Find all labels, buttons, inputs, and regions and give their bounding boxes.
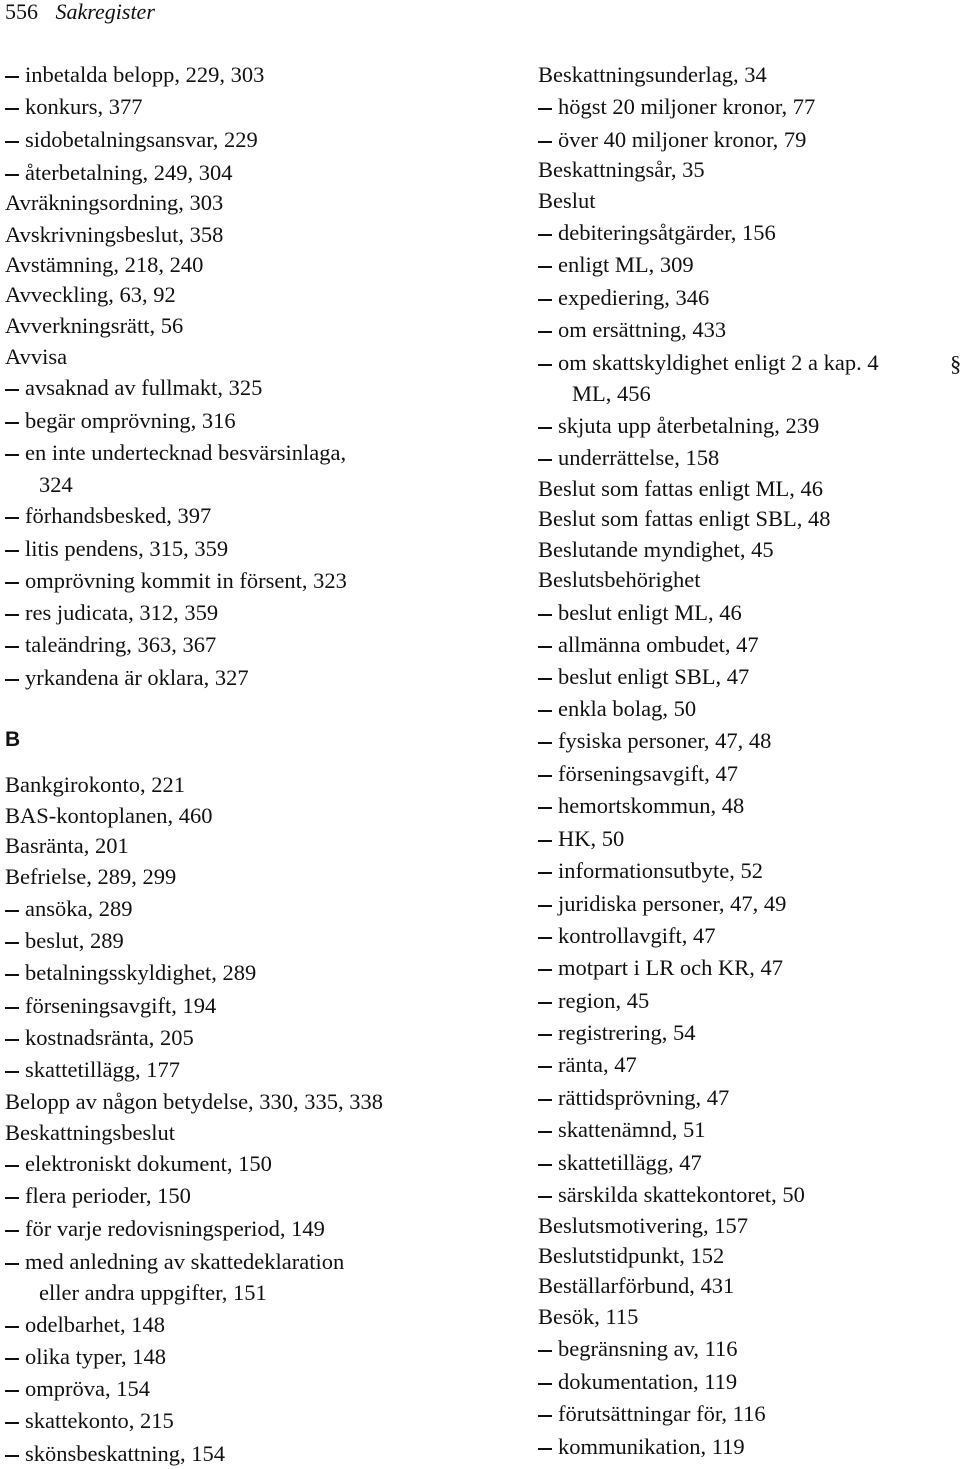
index-subentry: enligt ML, 309 <box>538 252 694 278</box>
index-subentry: omprövning kommit in försent, 323 <box>5 568 347 594</box>
index-subentry: hemortskommun, 48 <box>538 793 744 819</box>
index-subentry: förseningsavgift, 47 <box>538 761 738 787</box>
index-subentry: odelbarhet, 148 <box>5 1312 165 1338</box>
index-subentry: sidobetalningsansvar, 229 <box>5 127 258 153</box>
index-entry: Belopp av någon betydelse, 330, 335, 338 <box>5 1089 384 1114</box>
index-entry: Avskrivningsbeslut, 358 <box>5 222 224 247</box>
index-subentry: förhandsbesked, 397 <box>5 503 211 529</box>
index-subentry: förseningsavgift, 194 <box>5 993 216 1019</box>
index-subentry: om ersättning, 433 <box>538 317 726 343</box>
index-subentry: med anledning av skattedeklaration <box>5 1249 344 1275</box>
index-subentry: allmänna ombudet, 47 <box>538 632 759 658</box>
index-subentry: informationsutbyte, 52 <box>538 858 763 884</box>
index-subentry: konkurs, 377 <box>5 94 143 120</box>
index-entry-continuation: eller andra uppgifter, 151 <box>39 1280 267 1305</box>
index-subentry: skattetillägg, 177 <box>5 1057 180 1083</box>
page-header <box>5 0 155 25</box>
section-symbol: § <box>950 351 961 376</box>
page-title: Sakregister <box>55 0 155 24</box>
index-entry: Beslut som fattas enligt ML, 46 <box>538 476 823 501</box>
index-subentry: för varje redovisningsperiod, 149 <box>5 1216 325 1242</box>
index-subentry: särskilda skattekontoret, 50 <box>538 1182 805 1208</box>
index-subentry: beslut enligt ML, 46 <box>538 600 742 626</box>
index-subentry: skattekonto, 215 <box>5 1408 174 1434</box>
index-subentry: skjuta upp återbetalning, 239 <box>538 413 819 439</box>
index-subentry: fysiska personer, 47, 48 <box>538 728 771 754</box>
index-subentry: olika typer, 148 <box>5 1344 166 1370</box>
index-subentry: avsaknad av fullmakt, 325 <box>5 375 262 401</box>
index-subentry: beslut, 289 <box>5 928 124 954</box>
index-entry: Beslut som fattas enligt SBL, 48 <box>538 506 831 531</box>
index-subentry: registrering, 54 <box>538 1020 695 1046</box>
index-entry: Basränta, 201 <box>5 833 129 858</box>
index-subentry: skattetillägg, 47 <box>538 1150 702 1176</box>
index-entry: Avveckling, 63, 92 <box>5 282 176 307</box>
index-subentry: region, 45 <box>538 988 649 1014</box>
index-entry: Beskattningsunderlag, 34 <box>538 62 767 87</box>
index-subentry: kommunikation, 119 <box>538 1434 745 1460</box>
index-entry-continuation: 324 <box>39 472 73 497</box>
index-subentry: högst 20 miljoner kronor, 77 <box>538 94 815 120</box>
index-subentry: inbetalda belopp, 229, 303 <box>5 62 264 88</box>
index-entry: Beställarförbund, 431 <box>538 1273 735 1298</box>
index-subentry: dokumentation, 119 <box>538 1369 737 1395</box>
index-subentry: begär omprövning, 316 <box>5 408 236 434</box>
index-subentry: betalningsskyldighet, 289 <box>5 960 256 986</box>
index-subentry: elektroniskt dokument, 150 <box>5 1151 272 1177</box>
index-subentry: ansöka, 289 <box>5 896 132 922</box>
index-subentry: begränsning av, 116 <box>538 1336 738 1362</box>
index-subentry: ränta, 47 <box>538 1052 637 1078</box>
index-subentry: motpart i LR och KR, 47 <box>538 955 783 981</box>
index-subentry: kostnadsränta, 205 <box>5 1025 194 1051</box>
index-subentry: skattenämnd, 51 <box>538 1117 705 1143</box>
index-entry: Befrielse, 289, 299 <box>5 864 177 889</box>
index-subentry: en inte undertecknad besvärsinlaga, <box>5 440 346 466</box>
index-subentry: yrkandena är oklara, 327 <box>5 665 249 691</box>
index-subentry: enkla bolag, 50 <box>538 696 696 722</box>
index-subentry: HK, 50 <box>538 826 624 852</box>
index-entry: Besök, 115 <box>538 1304 639 1329</box>
index-subentry: underrättelse, 158 <box>538 445 719 471</box>
index-subentry: beslut enligt SBL, 47 <box>538 664 749 690</box>
index-entry: Beslut <box>538 188 596 213</box>
index-entry: Avvisa <box>5 344 68 369</box>
index-subentry: återbetalning, 249, 304 <box>5 160 232 186</box>
section-letter: B <box>5 728 21 751</box>
index-entry: Beslutstidpunkt, 152 <box>538 1243 725 1268</box>
index-subentry: ompröva, 154 <box>5 1376 150 1402</box>
index-entry: Avstämning, 218, 240 <box>5 252 204 277</box>
index-subentry: expediering, 346 <box>538 285 709 311</box>
index-subentry: flera perioder, 150 <box>5 1183 191 1209</box>
index-subentry: över 40 miljoner kronor, 79 <box>538 127 806 153</box>
index-entry: Avräkningsordning, 303 <box>5 190 224 215</box>
index-entry: Beslutsbehörighet <box>538 567 701 592</box>
index-entry: Beslutsmotivering, 157 <box>538 1213 748 1238</box>
index-subentry: res judicata, 312, 359 <box>5 600 218 626</box>
index-subentry: debiteringsåtgärder, 156 <box>538 220 776 246</box>
index-subentry: litis pendens, 315, 359 <box>5 536 228 562</box>
index-subentry: juridiska personer, 47, 49 <box>538 891 786 917</box>
index-subentry: kontrollavgift, 47 <box>538 923 715 949</box>
index-subentry: förutsättningar för, 116 <box>538 1401 766 1427</box>
index-subentry: om skattskyldighet enligt 2 a kap. 4 <box>538 350 879 376</box>
index-entry: Beskattningsår, 35 <box>538 157 705 182</box>
index-entry: Bankgirokonto, 221 <box>5 772 185 797</box>
index-entry: Beskattningsbeslut <box>5 1120 175 1145</box>
index-subentry: skönsbeskattning, 154 <box>5 1441 225 1467</box>
index-entry: BAS-kontoplanen, 460 <box>5 803 213 828</box>
index-entry: Beslutande myndighet, 45 <box>538 537 774 562</box>
index-entry-continuation: ML, 456 <box>572 381 651 406</box>
page-number: 556 <box>5 0 38 24</box>
index-entry: Avverkningsrätt, 56 <box>5 313 184 338</box>
index-subentry: rättidsprövning, 47 <box>538 1085 729 1111</box>
index-subentry: taleändring, 363, 367 <box>5 632 216 658</box>
